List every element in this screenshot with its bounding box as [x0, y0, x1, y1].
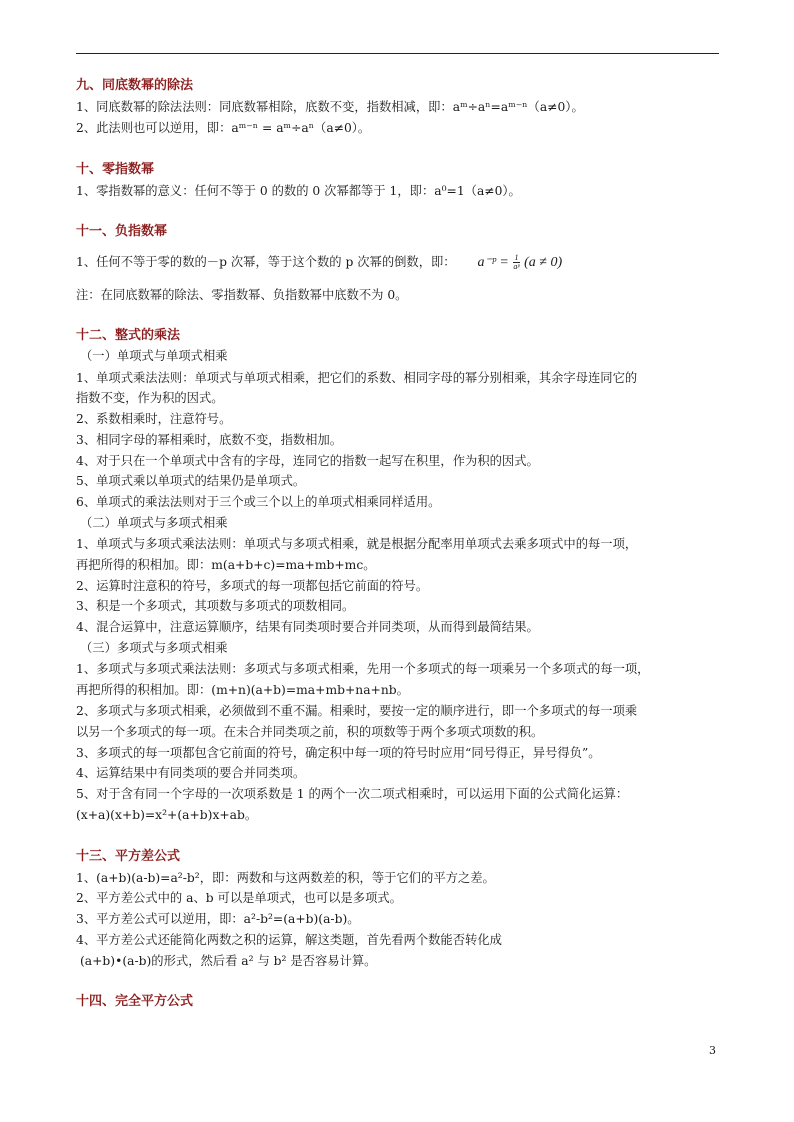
s12-c-line-1: 1、多项式与多项式乘法法则：多项式与多项式相乘，先用一个多项式的每一项乘另一个多项式的每一项，: [76, 662, 650, 676]
s13-line-4b: (a+b)•(a-b)的形式，然后看 a² 与 b² 是否容易计算。: [80, 954, 377, 968]
s13-line-2: 2、平方差公式中的 a、b 可以是单项式，也可以是多项式。: [76, 891, 402, 905]
s13-line-1: 1、(a+b)(a-b)=a²-b²，即：两数和与这两数差的积，等于它们的平方之差。: [76, 871, 495, 885]
s11-line-1: [76, 254, 562, 271]
s12-a-line-2: 2、系数相乘时，注意符号。: [76, 412, 232, 426]
formula-numerator: 1: [514, 253, 519, 263]
section-title-11: 十一、负指数幂: [76, 224, 168, 239]
s11-line-1-text: 1、任何不等于零的数的－p 次幂，等于这个数的 p 次幂的倒数，即：: [76, 255, 456, 269]
header-rule: [76, 53, 719, 54]
s12-subheading-3: （三）多项式与多项式相乘: [80, 641, 228, 655]
formula-rhs: (a ≠ 0): [524, 255, 563, 270]
formula-lhs: a⁻ᵖ =: [477, 255, 509, 270]
s12-b-line-1b: 再把所得的积相加。即：m(a+b+c)=ma+mb+mc。: [76, 558, 376, 572]
s12-b-line-3: 3、积是一个多项式，其项数与多项式的项数相同。: [76, 599, 355, 613]
formula-denominator: aᵖ: [513, 262, 520, 272]
s12-b-line-4: 4、混合运算中，注意运算顺序，结果有同类项时要合并同类项，从而得到最简结果。: [76, 620, 539, 634]
s13-line-3: 3、平方差公式可以逆用，即：a²-b²=(a+b)(a-b)。: [76, 912, 360, 926]
section-title-9: 九、同底数幂的除法: [76, 78, 194, 93]
s12-a-line-6: 6、单项式的乘法法则对于三个或三个以上的单项式相乘同样适用。: [76, 495, 441, 509]
section-title-13: 十三、平方差公式: [76, 849, 181, 864]
s12-a-line-1b: 指数不变，作为积的因式。: [76, 391, 224, 405]
s11-note: 注：在同底数幂的除法、零指数幂、负指数幂中底数不为 0。: [76, 288, 408, 302]
s12-c-line-1b: 再把所得的积相加。即：(m+n)(a+b)=ma+mb+na+nb。: [76, 683, 409, 697]
s12-c-line-5b: (x+a)(x+b)=x²+(a+b)x+ab。: [76, 808, 258, 822]
s12-b-line-2: 2、运算时注意积的符号，多项式的每一项都包括它前面的符号。: [76, 579, 429, 593]
s12-a-line-3: 3、相同字母的幂相乘时，底数不变，指数相加。: [76, 433, 343, 447]
s12-c-line-5: 5、对于含有同一个字母的一次项系数是 1 的两个一次二项式相乘时，可以运用下面的公式简化运算：: [76, 787, 629, 801]
s9-line-2: 2、此法则也可以逆用，即：aᵐ⁻ⁿ = aᵐ÷aⁿ（a≠0）。: [76, 121, 371, 135]
s13-line-4: 4、平方差公式还能简化两数之积的运算，解这类题，首先看两个数能否转化成: [76, 933, 502, 947]
s12-a-line-5: 5、单项式乘以单项式的结果仍是单项式。: [76, 474, 306, 488]
s12-b-line-1: 1、单项式与多项式乘法法则：单项式与多项式相乘，就是根据分配率用单项式去乘多项式中的每一项，: [76, 537, 638, 551]
s10-line-1: 1、零指数幂的意义：任何不等于 0 的数的 0 次幂都等于 1，即：a⁰=1（a≠0）。: [76, 184, 521, 198]
s12-subheading-1: （一）单项式与单项式相乘: [80, 349, 228, 363]
page-number: 3: [709, 1044, 716, 1057]
s12-a-line-4: 4、对于只在一个单项式中含有的字母，连同它的指数一起写在积里，作为积的因式。: [76, 454, 539, 468]
s12-c-line-3: 3、多项式的每一项都包含它前面的符号，确定积中每一项的符号时应用“同号得正，异号得负”。: [76, 746, 601, 760]
s12-a-line-1: 1、单项式乘法法则：单项式与单项式相乘，把它们的系数、相同字母的幂分别相乘，其余字母连同它的: [76, 371, 638, 385]
negative-exponent-formula: [478, 255, 563, 270]
formula-fraction: [513, 254, 519, 271]
section-title-10: 十、零指数幂: [76, 162, 155, 177]
s12-c-line-2: 2、多项式与多项式相乘，必须做到不重不漏。相乘时，要按一定的顺序进行，即一个多项式的每一项乘: [76, 704, 638, 718]
s12-c-line-2b: 以另一个多项式的每一项。在未合并同类项之前，积的项数等于两个多项式项数的积。: [76, 725, 544, 739]
section-title-12: 十二、整式的乘法: [76, 328, 181, 343]
s12-c-line-4: 4、运算结果中有同类项的要合并同类项。: [76, 766, 306, 780]
s9-line-1: 1、同底数幂的除法法则：同底数幂相除，底数不变，指数相减，即：aᵐ÷aⁿ=aᵐ⁻ⁿ（a≠0）。: [76, 100, 584, 114]
section-title-14: 十四、完全平方公式: [76, 994, 194, 1009]
s12-subheading-2: （二）单项式与多项式相乘: [80, 516, 228, 530]
